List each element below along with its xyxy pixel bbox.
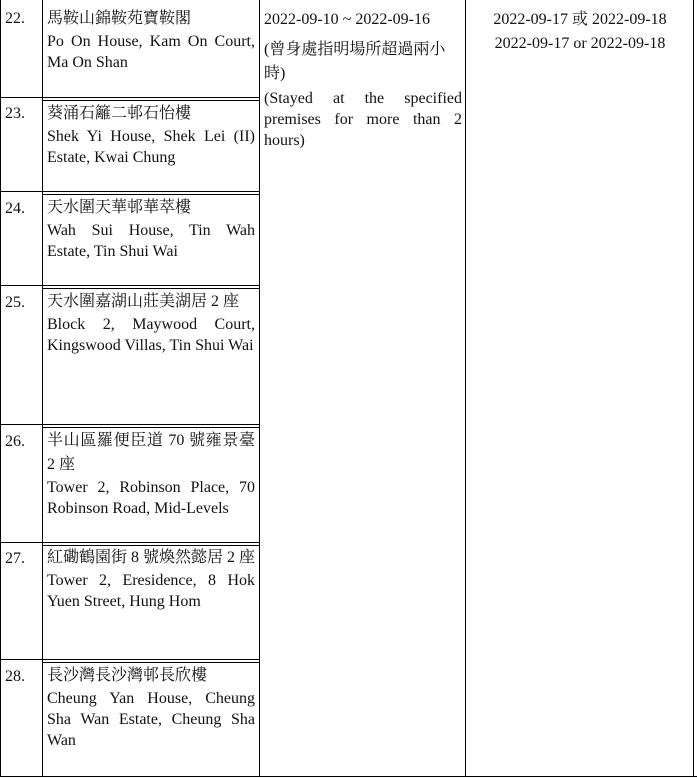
row-divider-inner <box>42 194 259 195</box>
premises-cell <box>47 102 255 168</box>
table-border-bottom <box>0 776 697 777</box>
premises-name-en: Block 2, Maywood Court, Kingswood Villas, Tin Shui Wai <box>47 316 255 354</box>
row-divider <box>0 191 259 192</box>
row-number: 24. <box>5 200 25 217</box>
test-date-en: 2022-09-17 or 2022-09-18 <box>494 35 666 52</box>
column-divider-date <box>465 0 466 777</box>
test-date-cell <box>470 8 690 56</box>
premises-name-en: Po On House, Kam On Court, Ma On Shan <box>47 33 255 71</box>
row-divider-inner <box>42 100 259 101</box>
visit-date-cell <box>264 8 462 151</box>
table-border-left <box>0 0 1 777</box>
row-divider-inner <box>42 662 259 663</box>
row-number: 28. <box>5 668 25 685</box>
row-divider <box>0 542 259 543</box>
premises-name-en: Cheung Yan House, Cheung Sha Wan Estate, Cheung Sha Wan <box>47 690 255 749</box>
row-number: 22. <box>5 10 25 27</box>
premises-name-zh: 天水圍天華邨華萃樓 <box>47 199 192 216</box>
table-border-right <box>693 0 694 777</box>
row-number: 23. <box>5 105 25 122</box>
visit-note-en: (Stayed at the specified premises for more than 2 hours) <box>264 90 462 149</box>
premises-cell <box>47 290 255 356</box>
row-divider <box>0 659 259 660</box>
row-number: 27. <box>5 550 25 567</box>
test-date-zh: 2022-09-17 或 2022-09-18 <box>493 11 667 28</box>
premises-name-zh: 天水圍嘉湖山莊美湖居 2 座 <box>47 293 240 310</box>
row-number: 25. <box>5 294 25 311</box>
premises-cell <box>47 664 255 751</box>
premises-name-en: Wah Sui House, Tin Wah Estate, Tin Shui Wai <box>47 222 255 260</box>
column-divider-place <box>259 0 260 777</box>
row-number: 26. <box>5 433 25 450</box>
premises-name-en: Shek Yi House, Shek Lei (II) Estate, Kwai Chung <box>47 128 255 166</box>
row-divider <box>0 285 259 286</box>
premises-name-en: Tower 2, Eresidence, 8 Hok Yuen Street, Hung Hom <box>47 572 255 610</box>
column-divider-number <box>42 0 43 777</box>
row-divider <box>0 97 259 98</box>
premises-name-zh: 半山區羅便臣道 70 號雍景臺 2 座 <box>47 432 255 473</box>
premises-name-zh: 馬鞍山錦鞍苑寶鞍閣 <box>47 10 192 27</box>
premises-cell <box>47 429 255 519</box>
premises-cell <box>47 546 255 612</box>
row-divider <box>0 424 259 425</box>
row-divider-inner <box>42 288 259 289</box>
premises-name-en: Tower 2, Robinson Place, 70 Robinson Road, Mid-Levels <box>47 479 255 517</box>
premises-name-zh: 葵涌石籬二邨石怡樓 <box>47 105 192 122</box>
visit-note-zh: (曾身處指明場所超過兩小時) <box>264 41 446 82</box>
premises-cell <box>47 196 255 262</box>
premises-name-zh: 紅磡鶴園街 8 號煥然懿居 2 座 <box>47 549 256 566</box>
premises-name-zh: 長沙灣長沙灣邨長欣樓 <box>47 667 208 684</box>
premises-cell <box>47 7 255 73</box>
row-divider-inner <box>42 427 259 428</box>
visit-date-range: 2022-09-10 ~ 2022-09-16 <box>264 11 430 28</box>
